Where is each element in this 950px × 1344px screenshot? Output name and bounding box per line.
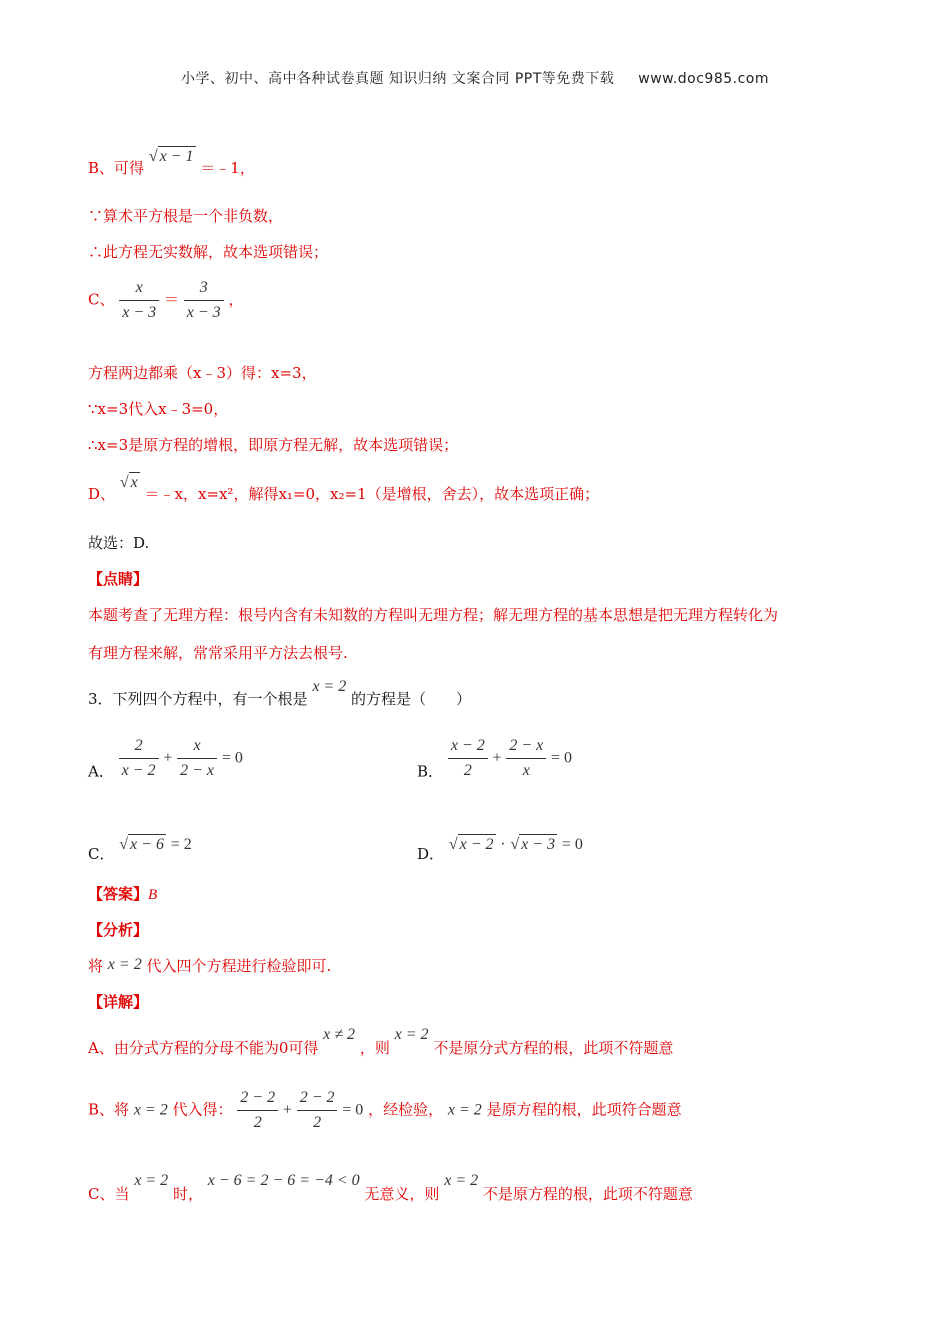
page-header	[0, 68, 950, 88]
c-suffix: ，	[228, 290, 244, 309]
analysis-label: 【分析】	[88, 921, 149, 939]
opt-b-frac-2: $\frac{2 - x}{x}$	[506, 736, 546, 781]
detail-b-suffix: 是原方程的根，此项符合题意	[486, 1100, 682, 1119]
opt-b-label: B．	[417, 762, 444, 781]
option-a	[88, 736, 243, 782]
detail-c-mid-1: 时，	[172, 1185, 203, 1203]
analysis-text	[88, 956, 331, 977]
detail-b-frac-1: $\frac{2 - 2}{2}$	[237, 1088, 278, 1133]
therefore-1: ∴此方程无实数解，故本选项错误；	[88, 243, 329, 261]
header-url: www.doc985.com	[638, 71, 770, 87]
choice-line: 故选：D.	[88, 534, 150, 552]
because-2: ∵x=3代入x﹣3=0，	[88, 400, 229, 418]
option-b	[417, 736, 572, 782]
dianjing-label: 【点睛】	[88, 570, 149, 588]
line-c	[88, 278, 243, 323]
opt-a-tail: = 0	[221, 749, 243, 767]
detail-c-math-2: x − 6 = 2 − 6 = −4 < 0	[207, 1172, 360, 1189]
detail-b-mid-1: 代入得：	[172, 1100, 233, 1119]
c-frac-2: $\frac{3}{x - 3}$	[184, 278, 224, 323]
opt-c-sqrt: √ x − 6	[119, 836, 164, 853]
because-1: ∵算术平方根是一个非负数，	[88, 207, 284, 225]
opt-b-frac-1: $\frac{x - 2}{2}$	[448, 736, 488, 781]
detail-label: 【详解】	[88, 993, 149, 1011]
detail-a-math-1: x ≠ 2	[323, 1026, 356, 1043]
d-sqrt: √ x	[119, 474, 138, 491]
detail-c-suffix: 不是原方程的根，此项不符题意	[482, 1185, 693, 1203]
detail-c-math-1: x = 2	[134, 1172, 169, 1189]
opt-a-plus: +	[163, 749, 173, 767]
opt-a-frac-1: $\frac{2}{x - 2}$	[119, 736, 159, 781]
opt-a-frac-2: $\frac{x}{2 - x}$	[177, 736, 217, 781]
c-eq: ＝	[163, 290, 179, 309]
b-prefix: B、可得	[88, 159, 145, 177]
analysis-prefix: 将	[88, 957, 104, 975]
opt-c-tail: = 2	[170, 836, 192, 853]
opt-d-tail: = 0	[561, 836, 583, 853]
detail-b-mid-2: ，经检验，	[368, 1100, 444, 1119]
option-c	[88, 834, 192, 864]
therefore-2: ∴x=3是原方程的增根，即原方程无解，故本选项错误；	[88, 436, 459, 454]
opt-d-dot: ·	[500, 836, 506, 853]
d-suffix: ＝﹣x，x=x²，解得x₁=0，x₂=1（是增根，舍去），故本选项正确；	[144, 485, 600, 503]
c-frac-1: $\frac{x}{x - 3}$	[119, 278, 159, 323]
detail-b-eq: = 0	[342, 1101, 364, 1119]
stem-math: x = 2	[312, 678, 347, 695]
analysis-suffix: 代入四个方程进行检验即可.	[146, 957, 332, 975]
analysis-math: x = 2	[107, 956, 142, 973]
detail-b-prefix: B、将	[88, 1100, 130, 1119]
detail-b-frac-2: $\frac{2 - 2}{2}$	[297, 1088, 338, 1133]
detail-c	[88, 1172, 693, 1205]
opt-a-label: A．	[88, 762, 114, 781]
detail-a-suffix: 不是原分式方程的根，此项不符题意	[433, 1039, 674, 1057]
opt-b-plus: +	[492, 749, 502, 767]
opt-d-sqrt-1: √ x − 2	[448, 836, 494, 853]
line-d	[88, 474, 600, 505]
c-prefix: C、	[88, 290, 115, 309]
detail-a	[88, 1026, 674, 1059]
detail-c-math-3: x = 2	[444, 1172, 479, 1189]
stem-suffix: 的方程是（ ）	[351, 690, 472, 708]
detail-a-prefix: A、由分式方程的分母不能为0可得	[88, 1039, 319, 1057]
opt-b-tail: = 0	[551, 749, 573, 767]
dianjing-text-2: 有理方程来解，常常采用平方法去根号.	[88, 644, 348, 662]
answer-line	[88, 884, 157, 905]
dianjing-text-1: 本题考查了无理方程：根号内含有未知数的方程叫无理方程；解无理方程的基本思想是把无理方程转化为	[88, 606, 779, 624]
opt-c-label: C．	[88, 845, 115, 863]
answer-value: B	[148, 887, 158, 903]
detail-b-math-2: x = 2	[447, 1101, 482, 1119]
b-sqrt: √ x − 1	[148, 148, 194, 165]
detail-c-mid-2: 无意义，则	[364, 1185, 440, 1203]
b-suffix: ＝﹣1，	[200, 159, 255, 177]
opt-d-label: D．	[417, 845, 445, 863]
detail-a-math-2: x = 2	[394, 1026, 429, 1043]
header-title: 小学、初中、高中各种试卷真题 知识归纳 文案合同 PPT等免费下载	[180, 71, 615, 87]
option-d	[417, 834, 583, 864]
stem-prefix: 3．下列四个方程中，有一个根是	[88, 690, 308, 708]
multiply-line: 方程两边都乘（x﹣3）得：x=3，	[88, 364, 317, 382]
detail-a-mid: ，则	[359, 1039, 390, 1057]
answer-label: 【答案】	[88, 885, 149, 903]
question-stem	[88, 678, 472, 710]
d-prefix: D、	[88, 485, 116, 503]
opt-d-sqrt-2: √ x − 3	[510, 836, 556, 853]
line-b	[88, 148, 255, 179]
detail-b-plus: +	[282, 1101, 292, 1119]
detail-b-math-1: x = 2	[133, 1101, 168, 1119]
detail-c-prefix: C、当	[88, 1185, 130, 1203]
detail-b	[88, 1088, 682, 1133]
